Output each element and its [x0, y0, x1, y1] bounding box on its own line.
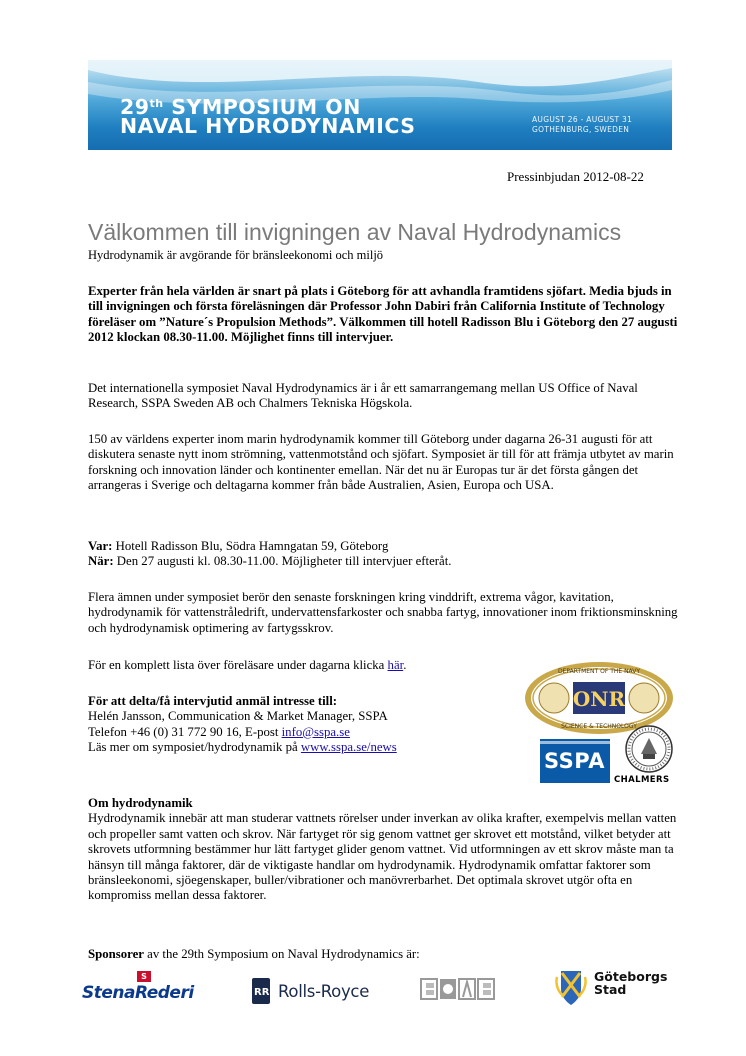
- press-date: Pressinbjudan 2012-08-22: [507, 169, 644, 184]
- speakers-link[interactable]: här: [387, 658, 404, 672]
- about-body: Hydrodynamik innebär att man studerar vattnets rörelser under inverkan av olika krafter, exempelvis mellan vatten och propeller samt vatten och skrov. När fartyget rör sig genom vattnet ger skrovet ett motstånd, vilket betyder att skrovets utformning bestämmer hur lätt fartyget glider genom vattnet. Vid utformningen av ett skrov måste man ta hänsyn till många faktorer, där de viktigaste handlar om hydrodynamik. Hydrodynamik omfattar faktorer som bränsleekonomi, sjöegenskaper, buller/vibrationer och manövrerbarhet. Det optimala skrovet utgör ofta en kompromiss mellan dessa faktorer.: [88, 811, 677, 903]
- about-section: [88, 796, 678, 904]
- svg-text:SCIENCE & TECHNOLOGY: SCIENCE & TECHNOLOGY: [561, 723, 637, 730]
- sponsors-line: Sponsorer av the 29th Symposium on Naval Hydrodynamics är:: [88, 947, 420, 961]
- goteborg-coat-of-arms-icon: [553, 967, 589, 1007]
- subheadline: Hydrodynamik är avgörande för bränsleekonomi och miljö: [88, 248, 384, 262]
- paragraph-2: 150 av världens experter inom marin hydrodynamik kommer till Göteborg under dagarna 26-31 augusti för att diskutera senaste nytt inom strömning, vattenmotstånd och sjöfart. Symposiet är till för att främja utbytet av marin forskning och innovation länder och kontinenter emellan. När det nu är Europas tur är det första gången det arrangeras i Sverige och deltagarna kommer från både Australien, Asien, Europa och USA.: [88, 432, 674, 493]
- paragraph-1: Det internationella symposiet Naval Hydrodynamics är i år ett samarrangemang mellan US Office of Naval Research, SSPA Sweden AB och Chalmers Tekniska Högskola.: [88, 381, 638, 411]
- contact-name: Helén Jansson, Communication & Market Manager, SSPA: [88, 709, 388, 724]
- rolls-royce-logo: RR Rolls-Royce: [252, 978, 382, 1006]
- email-link[interactable]: info@sspa.se: [281, 724, 350, 739]
- where-label: Var:: [88, 539, 113, 553]
- event-details: [88, 539, 688, 570]
- symposium-banner: [88, 60, 672, 150]
- biab-logo: [420, 977, 496, 1001]
- headline: Välkommen till invigningen av Naval Hydrodynamics: [88, 219, 622, 245]
- banner-title: 29th SYMPOSIUM ON NAVAL HYDRODYNAMICS: [120, 95, 416, 138]
- chalmers-logo-text: CHALMERS: [614, 775, 670, 785]
- when-label: När:: [88, 554, 114, 569]
- sspa-logo: SSPA: [540, 739, 610, 783]
- svg-text:DEPARTMENT OF THE NAVY: DEPARTMENT OF THE NAVY: [557, 668, 641, 675]
- goteborgs-stad-logo: Göteborgs Stad: [553, 967, 663, 1007]
- when-value: Den 27 augusti kl. 08.30-11.00. Möjligheter till intervjuer efteråt.: [113, 554, 452, 569]
- banner-dates: AUGUST 26 - AUGUST 31 GOTHENBURG, SWEDEN: [532, 115, 633, 134]
- stena-rederi-logo: S StenaRederi: [82, 972, 194, 1003]
- contact-block: För att delta/få intervjutid anmäl intresse till: Helén Jansson, Communication & Market Manager, SSPA Telefon +46 (0) 31 772 90 16, E-post info@sspa.se Läs mer om symposiet/hydrodynamik på www.sspa.se/news: [88, 694, 518, 756]
- about-heading: Om hydrodynamik: [88, 796, 193, 810]
- where-value: Hotell Radisson Blu, Södra Hamngatan 59, Göteborg: [112, 539, 389, 553]
- news-link[interactable]: www.sspa.se/news: [300, 740, 397, 755]
- speakers-line: För en komplett lista över föreläsare under dagarna klicka här.: [88, 658, 407, 672]
- lead-paragraph: Experter från hela världen är snart på plats i Göteborg för att avhandla framtidens sjöfart. Media bjuds in till invigningen och första föreläsningen där Professor John Dabiri från California Institute of Technology föreläser om ”Nature´s Propulsion Methods”. Välkommen till hotell Radisson Blu i Göteborg den 27 augusti 2012 klockan 08.30-11.00. Möjlighet finns till intervjuer.: [88, 284, 678, 345]
- contact-heading: För att delta/få intervjutid anmäl intresse till:: [88, 694, 338, 708]
- paragraph-3: Flera ämnen under symposiet berör den senaste forskningen kring vinddrift, extrema vågor, kavitation, hydrodynamik för vattenstråledrift, undervattensfarkoster och snabba fartyg, innovationer inom friktionsminskning och hydrodynamisk optimering av fartygsskrov.: [88, 590, 678, 635]
- svg-text:ONR: ONR: [572, 687, 626, 711]
